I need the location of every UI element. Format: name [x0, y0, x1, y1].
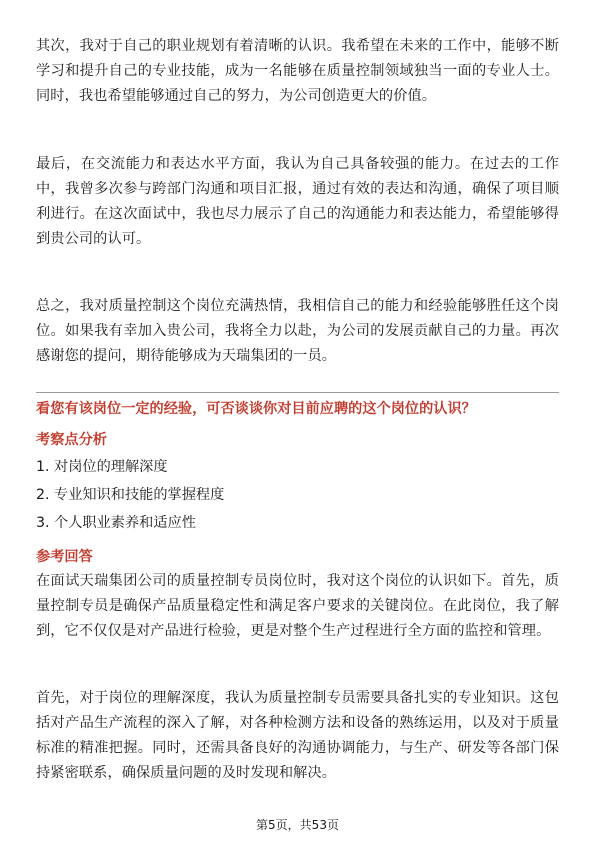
analysis-item: 2. 专业知识和技能的掌握程度 [36, 487, 225, 503]
paragraph-career-plan: 其次，我对于自己的职业规划有着清晰的认识。我希望在未来的工作中，能够不断学习和提升自己的专业技能，成为一名能够在质量控制领域独当一面的专业人士。同时，我也希望能够通过自己的努力，为公司创造更大的价值。 [36, 38, 559, 104]
paragraph-conclusion: 总之，我对质量控制这个岗位充满热情，我相信自己的能力和经验能够胜任这个岗位。如果我有幸加入贵公司，我将全力以赴，为公司的发展贡献自己的力量。再次感谢您的提问，期待能够成为天瑞集团的一员。 [36, 298, 559, 364]
analysis-heading: 考察点分析 [36, 432, 107, 448]
section-divider [36, 392, 559, 393]
analysis-item: 1. 对岗位的理解深度 [36, 459, 168, 475]
page-number: 第5页，共53页 [256, 818, 339, 832]
interview-question: 看您有该岗位一定的经验，可否谈谈你对目前应聘的这个岗位的认识？ [36, 401, 476, 417]
analysis-item: 3. 个人职业素养和适应性 [36, 515, 196, 531]
paragraph-communication: 最后，在交流能力和表达水平方面，我认为自己具备较强的能力。在过去的工作中，我曾多次参与跨部门沟通和项目汇报，通过有效的表达和沟通，确保了项目顺利进行。在这次面试中，我也尽力展示了自己的沟通能力和表达能力，希望能够得到贵公司的认可。 [36, 156, 559, 247]
answer-paragraph-intro: 在面试天瑞集团公司的质量控制专员岗位时，我对这个岗位的认识如下。首先，质量控制专员是确保产品质量稳定性和满足客户要求的关键岗位。在此岗位，我了解到，它不仅仅是对产品进行检验，更是对整个生产过程进行全方面的监控和管理。 [36, 573, 559, 639]
answer-paragraph-understanding: 首先，对于岗位的理解深度，我认为质量控制专员需要具备扎实的专业知识。这包括对产品生产流程的深入了解，对各种检测方法和设备的熟练运用，以及对于质量标准的精准把握。同时，还需具备良好的沟通协调能力，与生产、研发等各部门保持紧密联系，确保质量问题的及时发现和解决。 [36, 690, 559, 781]
answer-heading: 参考回答 [36, 549, 93, 565]
